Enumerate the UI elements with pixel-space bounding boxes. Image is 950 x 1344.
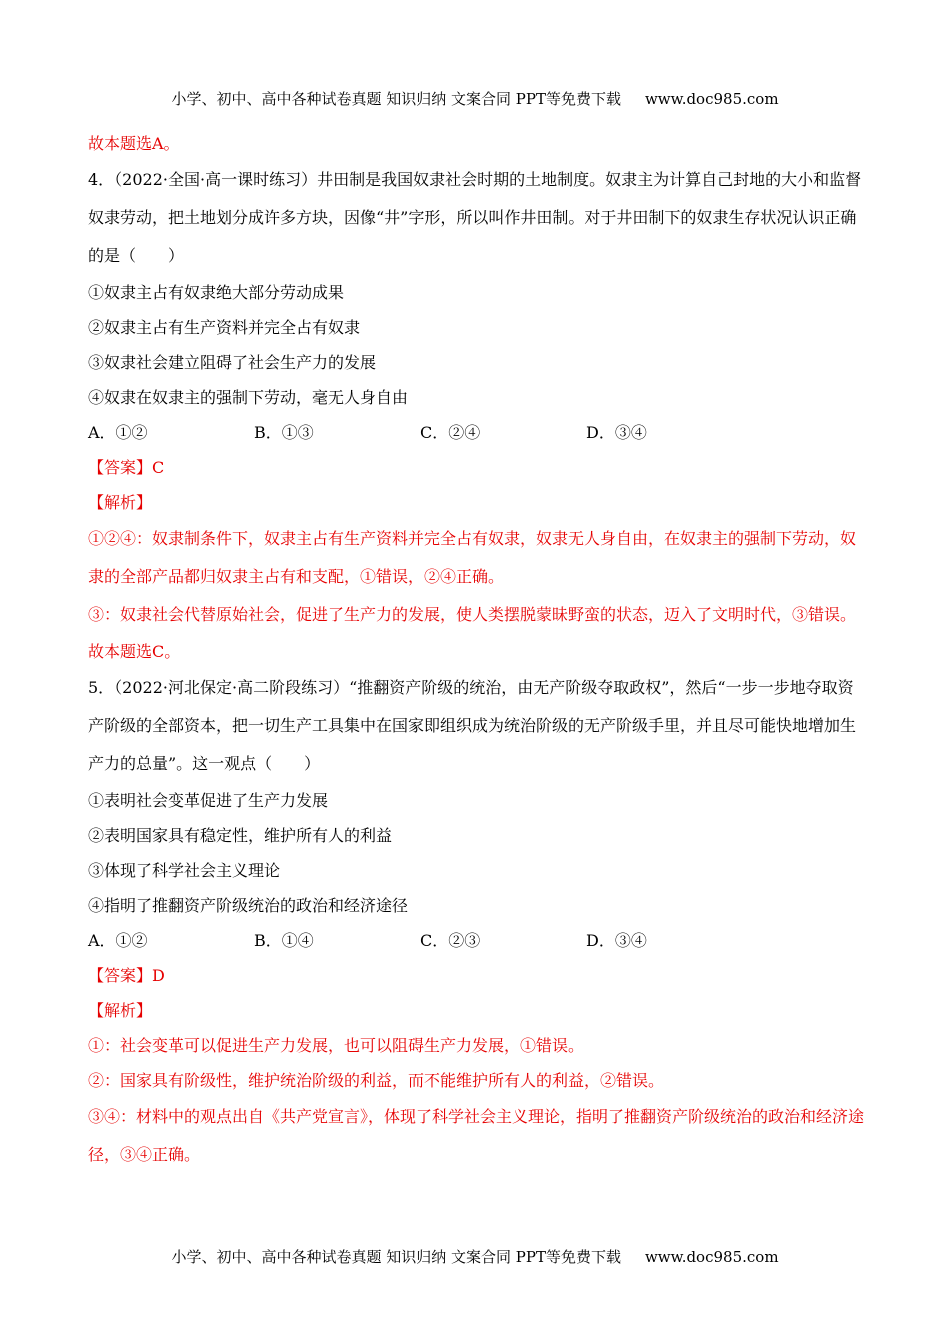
- q4-statement-2: ②奴隶主占有生产资料并完全占有奴隶: [88, 318, 361, 337]
- footer-site: www.doc985.com: [644, 1248, 779, 1266]
- page-header: [0, 88, 950, 109]
- q4-option-b: B．①③: [254, 423, 314, 442]
- q5-answer: [88, 958, 868, 993]
- q4-analysis-label: 【解析】: [88, 493, 153, 512]
- q5-analysis-3: ③④：材料中的观点出自《共产党宣言》，体现了科学社会主义理论，指明了推翻资产阶级统治的政治和经济途径，③④正确。: [88, 1107, 865, 1164]
- q5-answer-value: D: [152, 966, 165, 985]
- q4-analysis-2: ③：奴隶社会代替原始社会，促进了生产力的发展，使人类摆脱蒙昧野蛮的状态，迈入了文明时代，③错误。: [88, 605, 857, 624]
- footer-text: 小学、初中、高中各种试卷真题 知识归纳 文案合同 PPT等免费下载: [171, 1248, 621, 1266]
- q4-options: [88, 415, 868, 450]
- page-footer: [0, 1246, 950, 1267]
- q4-answer-value: C: [152, 458, 165, 477]
- q5-analysis-label: 【解析】: [88, 1001, 153, 1020]
- q4-conclusion: 故本题选C。: [88, 642, 181, 661]
- q5-analysis-1: ①：社会变革可以促进生产力发展，也可以阻碍生产力发展，①错误。: [88, 1036, 585, 1055]
- q5-statement-1: ①表明社会变革促进了生产力发展: [88, 791, 329, 810]
- question-4: [88, 161, 868, 669]
- header-site: www.doc985.com: [644, 90, 779, 108]
- document-body: [88, 126, 868, 1174]
- q5-statement-2: ②表明国家具有稳定性，维护所有人的利益: [88, 826, 393, 845]
- prev-conclusion: 故本题选A。: [88, 134, 180, 153]
- q4-answer-label: 【答案】: [88, 458, 153, 477]
- q4-analysis-1: ①②④：奴隶制条件下，奴隶主占有生产资料并完全占有奴隶，奴隶无人身自由，在奴隶主的强制下劳动，奴隶的全部产品都归奴隶主占有和支配，①错误，②④正确。: [88, 529, 857, 586]
- q4-statement-3: ③奴隶社会建立阻碍了社会生产力的发展: [88, 353, 377, 372]
- q5-stem: 5．（2022·河北保定·高二阶段练习）“推翻资产阶级的统治，由无产阶级夺取政权”，然后“一步一步地夺取资产阶级的全部资本，把一切生产工具集中在国家即组织成为统治阶级的无产阶级手里，并且尽可能快地增加生产力的总量”。这一观点（ ）: [88, 678, 857, 773]
- q4-option-a: A．①②: [88, 423, 148, 442]
- q4-statement-1: ①奴隶主占有奴隶绝大部分劳动成果: [88, 283, 345, 302]
- q5-answer-label: 【答案】: [88, 966, 153, 985]
- q5-option-b: B．①④: [254, 931, 314, 950]
- q4-answer: [88, 450, 868, 485]
- q5-statement-3: ③体现了科学社会主义理论: [88, 861, 281, 880]
- q5-option-c: C．②③: [420, 931, 481, 950]
- q5-options: [88, 923, 868, 958]
- q4-statement-4: ④奴隶在奴隶主的强制下劳动，毫无人身自由: [88, 388, 409, 407]
- q5-option-a: A．①②: [88, 931, 148, 950]
- question-5: [88, 669, 868, 1174]
- q5-statement-4: ④指明了推翻资产阶级统治的政治和经济途径: [88, 896, 409, 915]
- q4-option-c: C．②④: [420, 423, 481, 442]
- q4-option-d: D．③④: [586, 423, 647, 442]
- q5-analysis-2: ②：国家具有阶级性，维护统治阶级的利益，而不能维护所有人的利益，②错误。: [88, 1071, 665, 1090]
- q4-stem: 4．（2022·全国·高一课时练习）井田制是我国奴隶社会时期的土地制度。奴隶主为计算自己封地的大小和监督奴隶劳动，把土地划分成许多方块，因像“井”字形，所以叫作井田制。对于井田制下的奴隶生存状况认识正确的是（ ）: [88, 170, 862, 265]
- q5-option-d: D．③④: [586, 931, 647, 950]
- header-text: 小学、初中、高中各种试卷真题 知识归纳 文案合同 PPT等免费下载: [171, 90, 621, 108]
